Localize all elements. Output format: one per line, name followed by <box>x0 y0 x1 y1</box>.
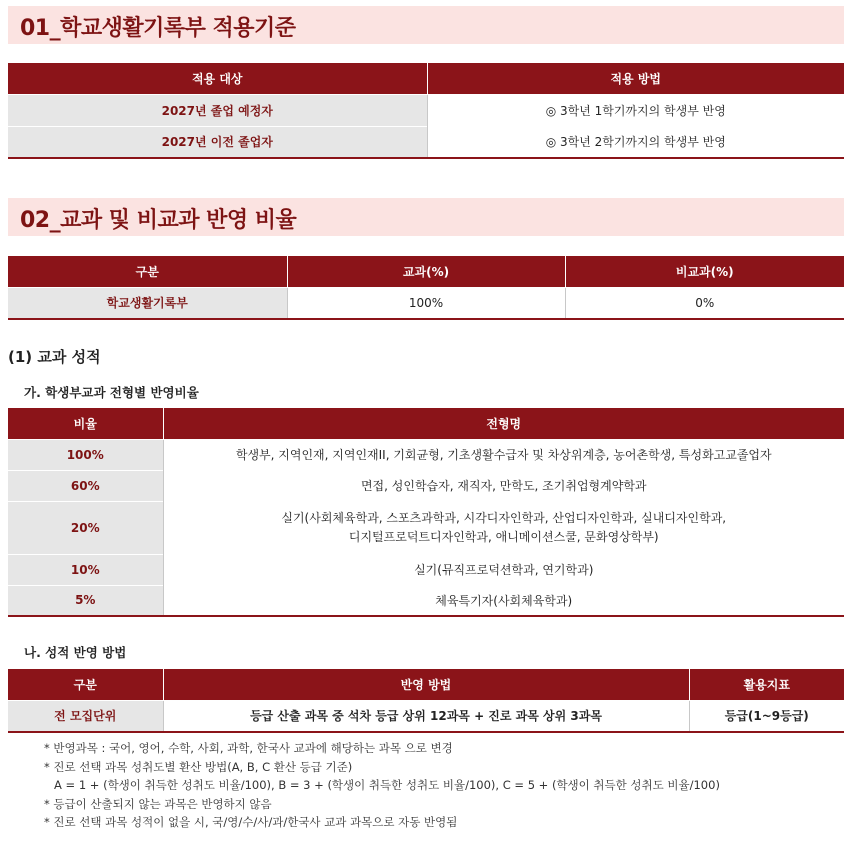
table-row <box>8 94 844 126</box>
note-item: * 등급이 산출되지 않는 과목은 반영하지 않음 <box>44 796 272 811</box>
header-target: 적용 대상 <box>8 63 427 94</box>
note-item: * 진로 선택 과목 성취도별 환산 방법(A, B, C 환산 등급 기준) <box>44 759 353 774</box>
header-method: 적용 방법 <box>427 63 844 94</box>
section-2-header <box>8 198 844 236</box>
header-subject: 교과(%) <box>287 256 565 287</box>
subject-grade-heading: (1) 교과 성적 <box>8 348 101 366</box>
section-1-title: 01_학교생활기록부 적용기준 <box>20 16 296 41</box>
table-header-row <box>8 669 844 700</box>
ratio-subject: 100% <box>287 287 565 319</box>
track-names-line-1: 실기(사회체육학과, 스포츠과학과, 시각디자인학과, 산업디자인학과, 실내디자인학과, <box>281 510 727 525</box>
header-indicator: 활용지표 <box>689 669 844 700</box>
criteria-target: 2027년 졸업 예정자 <box>8 94 427 126</box>
track-ratio-table <box>8 408 844 617</box>
method-category: 전 모집단위 <box>8 700 163 732</box>
ratio-value: 10% <box>8 554 163 585</box>
table-row <box>8 126 844 158</box>
ratio-non-subject: 0% <box>565 287 844 319</box>
track-names: 면접, 성인학습자, 재직자, 만학도, 조기취업형계약학과 <box>163 470 844 501</box>
header-non-subject: 비교과(%) <box>565 256 844 287</box>
header-method: 반영 방법 <box>163 669 689 700</box>
note-item: * 진로 선택 과목 성적이 없을 시, 국/영/수/사/과/한국사 교과 과목으로 자동 반영됨 <box>44 815 458 829</box>
criteria-method: ◎ 3학년 2학기까지의 학생부 반영 <box>427 126 844 158</box>
note-item: * 반영과목 : 국어, 영어, 수학, 사회, 과학, 한국사 교과에 해당하는 과목 으로 변경 <box>44 741 453 755</box>
method-description: 등급 산출 과목 중 석차 등급 상위 12과목 + 진로 과목 상위 3과목 <box>163 700 689 732</box>
criteria-table <box>8 63 844 159</box>
method-table <box>8 669 844 733</box>
table-header-row <box>8 256 844 287</box>
table-row <box>8 439 844 470</box>
section-1-header <box>8 6 844 44</box>
ratio-value: 20% <box>8 501 163 554</box>
header-track: 전형명 <box>163 408 844 439</box>
table-row <box>8 470 844 501</box>
header-category: 구분 <box>8 669 163 700</box>
criteria-method: ◎ 3학년 1학기까지의 학생부 반영 <box>427 94 844 126</box>
track-names: 체육특기자(사회체육학과) <box>163 585 844 616</box>
section-2-title: 02_교과 및 비교과 반영 비율 <box>20 208 297 233</box>
ratio-value: 5% <box>8 585 163 616</box>
table-header-row <box>8 408 844 439</box>
track-names-line-2: 디지털프로덕트디자인학과, 애니메이션스쿨, 문화영상학부) <box>348 529 659 544</box>
track-names: 학생부, 지역인재, 지역인재II, 기회균형, 기초생활수급자 및 차상위계층, 농어촌학생, 특성화고교졸업자 <box>163 439 844 470</box>
method-subheading: 나. 성적 반영 방법 <box>24 645 127 660</box>
method-indicator: 등급(1~9등급) <box>689 700 844 732</box>
track-names <box>163 501 844 554</box>
table-row <box>8 554 844 585</box>
table-row <box>8 700 844 732</box>
ratio-category: 학교생활기록부 <box>8 287 287 319</box>
ratio-value: 60% <box>8 470 163 501</box>
note-item: A = 1 + (학생이 취득한 성취도 비율/100), B = 3 + (학생이 취득한 성취도 비율/100), C = 5 + (학생이 취득한 성취도 비율/100) <box>54 778 720 792</box>
notes-list <box>44 739 720 832</box>
header-category: 구분 <box>8 256 287 287</box>
table-row <box>8 585 844 616</box>
header-ratio: 비율 <box>8 408 163 439</box>
ratio-value: 100% <box>8 439 163 470</box>
table-row <box>8 501 844 554</box>
ratio-subheading: 가. 학생부교과 전형별 반영비율 <box>24 385 199 400</box>
table-header-row <box>8 63 844 94</box>
track-names: 실기(뮤직프로덕션학과, 연기학과) <box>163 554 844 585</box>
table-row <box>8 287 844 319</box>
criteria-target: 2027년 이전 졸업자 <box>8 126 427 158</box>
ratio-table <box>8 256 844 320</box>
